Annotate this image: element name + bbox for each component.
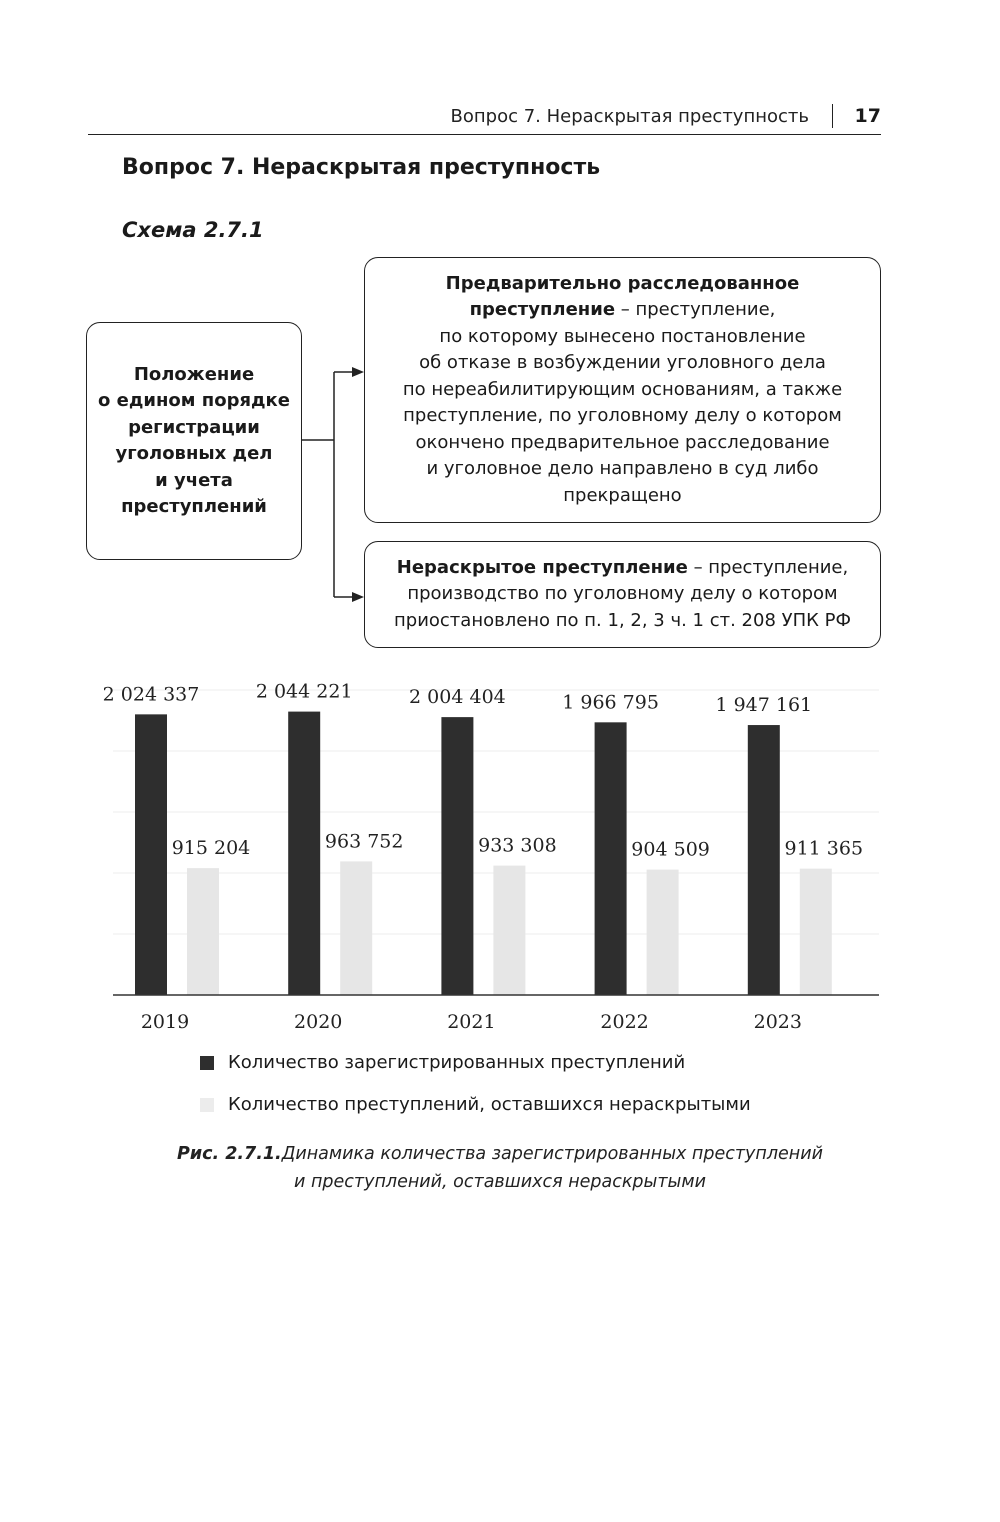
data-label-registered: 2 024 337: [102, 683, 200, 706]
bar-unsolved: [187, 868, 219, 995]
figure-caption-line2: и преступлений, оставшихся нераскрытыми: [294, 1172, 706, 1192]
bar-registered: [595, 722, 627, 995]
section-title: Вопрос 7. Нераскрытая преступность: [122, 155, 601, 180]
bar-registered: [135, 714, 167, 995]
data-label-registered: 2 044 221: [255, 680, 353, 703]
investigated-term-line2: преступление: [469, 299, 616, 321]
bar-registered: [441, 717, 473, 995]
bar-unsolved: [493, 866, 525, 995]
investigated-def-line: по которому вынесено постановление: [439, 325, 806, 347]
data-label-unsolved: 933 308: [478, 834, 557, 857]
data-label-registered: 2 004 404: [409, 686, 506, 709]
data-label-registered: 1 947 161: [715, 694, 813, 717]
unsolved-def-start: – преступление,: [687, 556, 849, 578]
investigated-term-line1: Предварительно расследованное: [445, 272, 800, 294]
legend-label-registered: Количество зарегистрированных преступлений: [228, 1052, 686, 1073]
legend-swatch-unsolved: [200, 1098, 214, 1112]
legend-label-unsolved: Количество преступлений, оставшихся нераскрытыми: [228, 1094, 751, 1115]
data-label-registered: 1 966 795: [562, 691, 659, 714]
investigated-def-line: и уголовное дело направлено в суд либо: [426, 458, 819, 480]
investigated-def-line: об отказе в возбуждении уголовного дела: [419, 352, 826, 374]
x-tick-label: 2019: [140, 1011, 190, 1033]
x-tick-label: 2023: [753, 1011, 802, 1033]
unsolved-def-line: производство по уголовному делу о котором: [407, 583, 838, 605]
regulation-line: Положение: [133, 363, 255, 385]
legend-item-unsolved: [200, 1094, 751, 1115]
investigated-def-line: окончено предварительное расследование: [415, 431, 830, 453]
figure-caption-text: Динамика количества зарегистрированных преступлений: [281, 1144, 823, 1164]
regulation-line: регистрации: [128, 416, 260, 438]
x-tick-label: 2020: [294, 1011, 343, 1033]
figure-label: Рис. 2.7.1.: [177, 1144, 282, 1164]
regulation-line: и учета: [155, 469, 233, 491]
data-label-unsolved: 963 752: [324, 830, 404, 853]
unsolved-term: Нераскрытое преступление: [396, 556, 688, 578]
investigated-def-start: – преступление,: [615, 299, 776, 321]
data-label-unsolved: 911 365: [784, 837, 864, 860]
legend-swatch-registered: [200, 1056, 214, 1070]
data-label-unsolved: 915 204: [171, 837, 251, 860]
unsolved-def-line: приостановлено по п. 1, 2, 3 ч. 1 ст. 208 УПК РФ: [394, 609, 851, 631]
investigated-def-line: прекращено: [563, 484, 682, 506]
running-title: Вопрос 7. Нераскрытая преступность: [450, 106, 809, 127]
bar-unsolved: [340, 861, 372, 995]
x-tick-label: 2021: [447, 1011, 496, 1033]
bar-unsolved: [647, 870, 679, 995]
figure-caption-line1: [0, 1144, 1000, 1164]
legend-item-registered: [200, 1052, 685, 1073]
regulation-line: преступлений: [121, 496, 267, 517]
investigated-def-line: по нереабилитирующим основаниям, а также: [402, 378, 843, 400]
page-number: 17: [854, 105, 881, 127]
investigated-def-line: преступление, по уголовному делу о котором: [403, 405, 842, 427]
regulation-line: уголовных дел: [115, 443, 273, 464]
x-tick-label: 2022: [600, 1011, 649, 1033]
bar-unsolved: [800, 869, 832, 995]
bar-registered: [288, 712, 320, 995]
data-label-unsolved: 904 509: [631, 838, 710, 861]
bar-registered: [748, 725, 780, 995]
regulation-line: о едином порядке: [98, 390, 290, 411]
scheme-label: Схема 2.7.1: [122, 218, 264, 242]
